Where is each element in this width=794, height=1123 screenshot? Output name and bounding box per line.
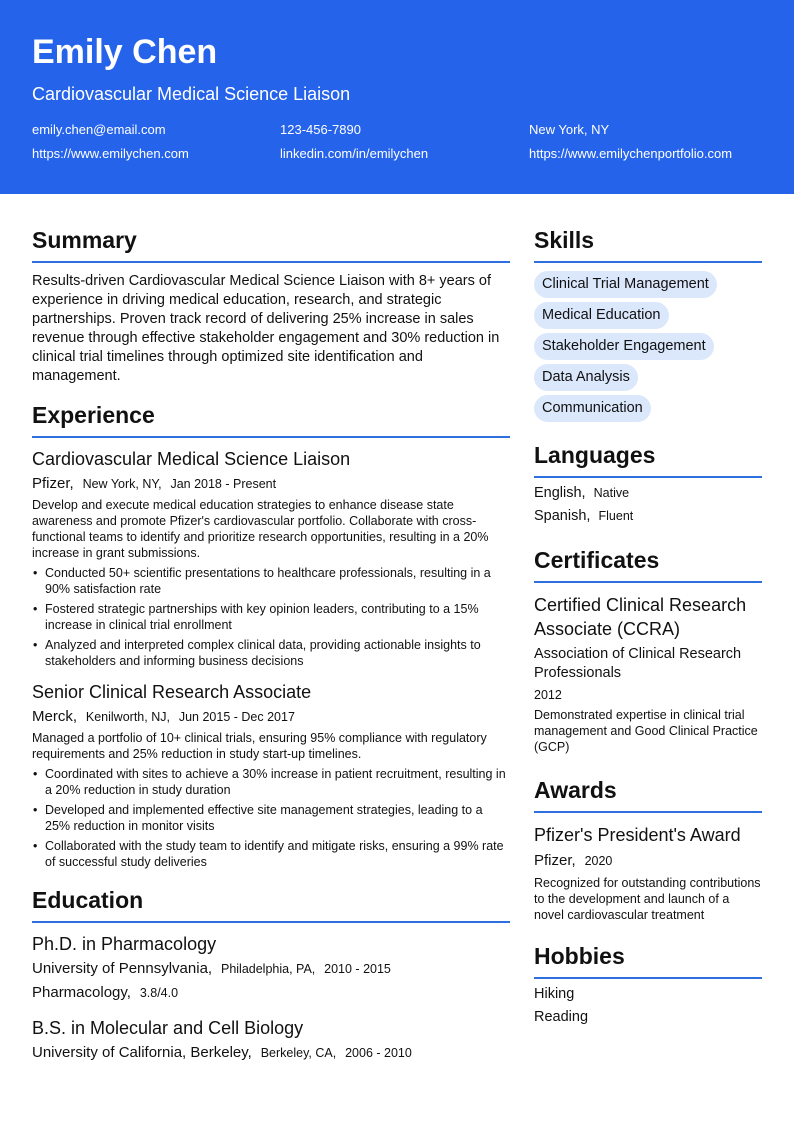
languages-heading: Languages: [534, 441, 762, 478]
education-gpa: 3.8/4.0: [139, 986, 179, 1000]
award-org: Pfizer,: [534, 852, 576, 869]
job-company: Pfizer,: [32, 475, 74, 492]
job-description: Develop and execute medical education strategies to enhance disease state awareness and promote Pfizer's cardiovascular portfolio. Collaborate with cross-functional teams to identify and prioritize research opportunities, resulting in a 20% increase in grant submissions.: [32, 498, 489, 560]
contact-email[interactable]: emily.chen@email.com: [32, 122, 166, 137]
languages-section: [534, 441, 762, 526]
experience-heading: Experience: [32, 401, 510, 438]
awards-heading: Awards: [534, 776, 762, 813]
certificates-section: [534, 546, 762, 755]
job-bullets: [32, 766, 510, 870]
sidebar-column: [534, 226, 762, 1027]
skills-list: [534, 271, 762, 422]
language-name: Spanish,: [534, 508, 591, 524]
hobby-item: Hiking: [534, 986, 575, 1002]
award-meta: [534, 851, 762, 871]
language-item: [534, 507, 762, 526]
job-entry: [32, 448, 510, 669]
summary-section: [32, 226, 510, 386]
school-name: University of Pennsylvania,: [32, 960, 213, 977]
education-field: Pharmacology,: [32, 984, 131, 1001]
summary-text: Results-driven Cardiovascular Medical Science Liaison with 8+ years of experience in driving medical education, research, and strategic partnerships. Proven track record of delivering 25% increase in sales revenue through effective stakeholder engagement and 30% reduction in clinical trial timelines through optimized site identification and management.: [32, 273, 500, 384]
award-title: Pfizer's President's Award: [534, 825, 741, 845]
education-dates: 2006 - 2010: [345, 1046, 412, 1060]
award-year: 2020: [584, 854, 613, 868]
bullet-icon: •: [33, 803, 38, 817]
job-bullet: • Collaborated with the study team to identify and mitigate risks, ensuring a 99% rate of successful study deliveries: [33, 839, 504, 869]
award-description: Recognized for outstanding contributions to the development and launch of a novel cardiovascular treatment: [534, 876, 761, 922]
skill-chip: Communication: [534, 395, 651, 422]
contact-linkedin[interactable]: linkedin.com/in/emilychen: [280, 146, 429, 161]
job-company: Merck,: [32, 708, 77, 725]
hobbies-heading: Hobbies: [534, 942, 762, 979]
contact-portfolio[interactable]: https://www.emilychenportfolio.com: [529, 146, 733, 161]
job-bullets: [32, 565, 510, 669]
experience-section: [32, 401, 510, 870]
job-bullet: • Conducted 50+ scientific presentations to healthcare professionals, resulting in a 90% satisfaction rate: [33, 566, 491, 596]
job-description: Managed a portfolio of 10+ clinical trials, ensuring 95% compliance with regulatory requirements and 25% reduction in study start-up timelines.: [32, 731, 487, 761]
certificate-title: Certified Clinical Research Associate (CCRA): [534, 595, 747, 639]
skill-chip: Data Analysis: [534, 364, 638, 391]
certificate-year: 2012: [534, 688, 562, 702]
skill-chip: Stakeholder Engagement: [534, 333, 714, 360]
education-dates: 2010 - 2015: [324, 962, 391, 976]
certificate-org: Association of Clinical Research Professionals: [534, 646, 742, 681]
skills-heading: Skills: [534, 226, 762, 263]
school-location: Berkeley, CA,: [260, 1046, 337, 1060]
language-level: Fluent: [598, 509, 634, 523]
bullet-icon: •: [33, 602, 38, 616]
education-field-row: [32, 983, 510, 1003]
resume-header: [0, 0, 794, 194]
contact-phone[interactable]: 123-456-7890: [280, 122, 361, 137]
language-level: Native: [593, 486, 630, 500]
job-dates: Jan 2018 - Present: [170, 477, 277, 491]
bullet-icon: •: [33, 839, 38, 853]
certificates-heading: Certificates: [534, 546, 762, 583]
certificate-description: Demonstrated expertise in clinical trial management and Good Clinical Practice (GCP): [534, 708, 758, 754]
candidate-name: Emily Chen: [32, 33, 218, 71]
hobbies-section: [534, 942, 762, 1027]
degree-title: Ph.D. in Pharmacology: [32, 934, 217, 954]
skill-chip: Clinical Trial Management: [534, 271, 717, 298]
job-title: Cardiovascular Medical Science Liaison: [32, 449, 351, 469]
job-bullet: • Fostered strategic partnerships with key opinion leaders, contributing to a 15% increase in clinical trial enrollment: [33, 602, 479, 632]
language-item: [534, 484, 762, 503]
language-name: English,: [534, 485, 586, 501]
education-entry: [32, 1017, 510, 1063]
job-bullet: • Coordinated with sites to achieve a 30% increase in patient recruitment, resulting in a 20% reduction in study duration: [33, 767, 506, 797]
job-bullet: • Developed and implemented effective site management strategies, leading to a 25% reduction in monitor visits: [33, 803, 483, 833]
awards-section: [534, 776, 762, 923]
education-heading: Education: [32, 886, 510, 923]
job-meta: [32, 474, 510, 494]
bullet-icon: •: [33, 566, 38, 580]
skill-chip: Medical Education: [534, 302, 669, 329]
education-meta: [32, 1043, 510, 1063]
skills-section: [534, 226, 762, 422]
education-entry: [32, 933, 510, 1003]
contact-website[interactable]: https://www.emilychen.com: [32, 146, 189, 161]
degree-title: B.S. in Molecular and Cell Biology: [32, 1018, 304, 1038]
hobby-item: Reading: [534, 1009, 589, 1025]
job-location: New York, NY,: [82, 477, 162, 491]
school-name: University of California, Berkeley,: [32, 1044, 252, 1061]
job-location: Kenilworth, NJ,: [85, 710, 170, 724]
job-title: Senior Clinical Research Associate: [32, 682, 312, 702]
job-entry: [32, 681, 510, 870]
education-meta: [32, 959, 510, 979]
main-column: [32, 226, 510, 1063]
job-bullet: • Analyzed and interpreted complex clinical data, providing actionable insights to stakeholders and informing business decisions: [33, 638, 481, 668]
bullet-icon: •: [33, 767, 38, 781]
job-meta: [32, 707, 510, 727]
job-dates: Jun 2015 - Dec 2017: [178, 710, 295, 724]
school-location: Philadelphia, PA,: [220, 962, 316, 976]
summary-heading: Summary: [32, 226, 510, 263]
candidate-title: Cardiovascular Medical Science Liaison: [32, 84, 351, 104]
contact-location: New York, NY: [529, 122, 610, 137]
bullet-icon: •: [33, 638, 38, 652]
education-section: [32, 886, 510, 1063]
